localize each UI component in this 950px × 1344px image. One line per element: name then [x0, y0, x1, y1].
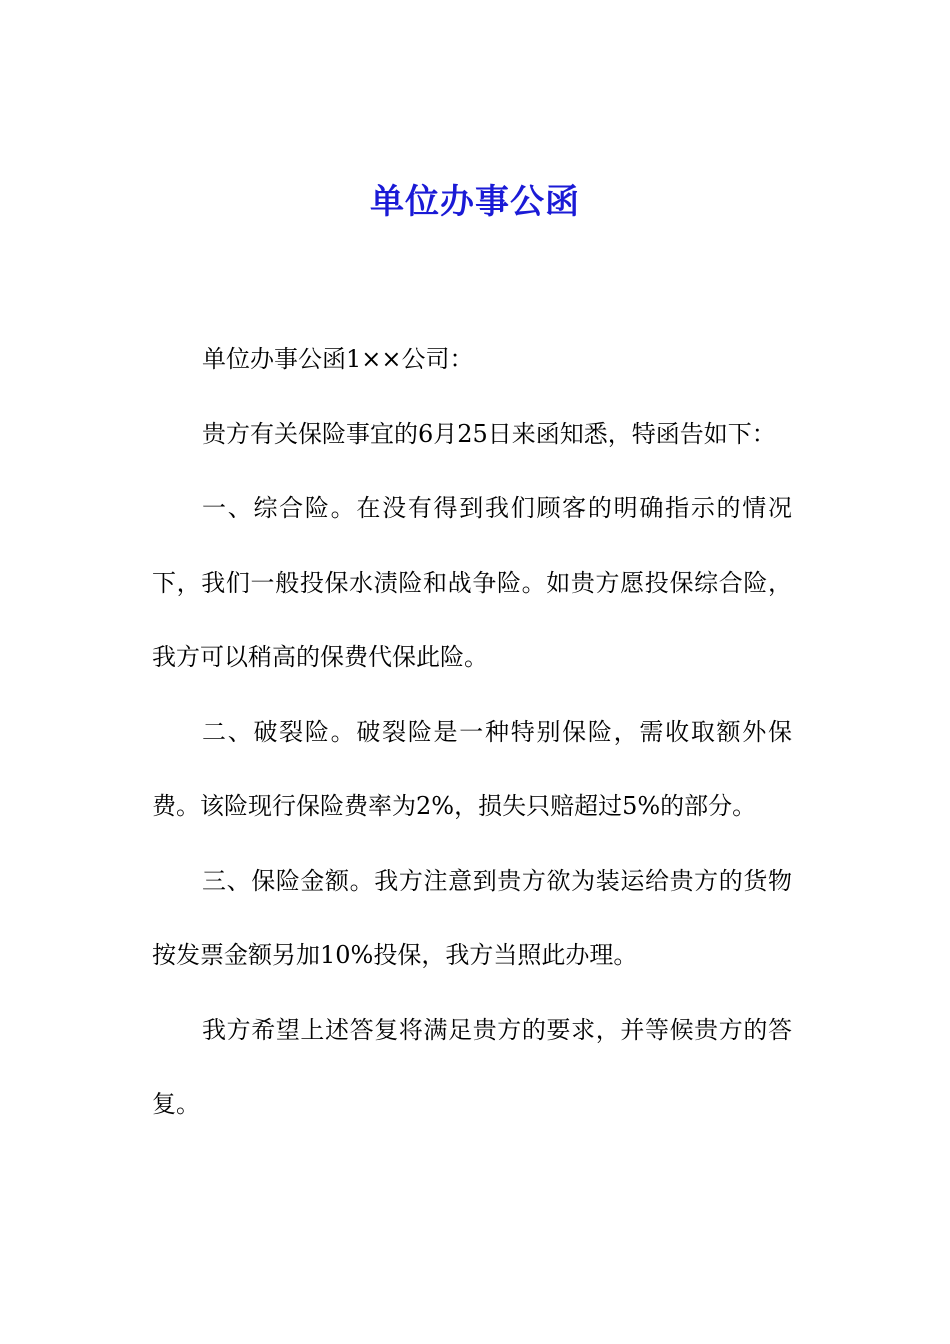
breakage-insurance-paragraph: 二、破裂险。破裂险是一种特别保险，需收取额外保费。该险现行保险费率为2%，损失只赔超过5%的部分。	[152, 717, 792, 820]
comprehensive-insurance-paragraph: 一、综合险。在没有得到我们顾客的明确指示的情况下，我们一般投保水渍险和战争险。如贵方愿投保综合险，我方可以稍高的保费代保此险。	[152, 494, 792, 671]
letter-body	[152, 322, 792, 1142]
document-title: 单位办事公函	[370, 182, 580, 222]
insured-amount-paragraph: 三、保险金额。我方注意到贵方欲为装运给贵方的货物按发票金额另加10%投保，我方当照此办理。	[152, 866, 792, 969]
salutation-paragraph: 单位办事公函1××公司：	[202, 345, 474, 373]
intro-paragraph: 贵方有关保险事宜的6月25日来函知悉，特函告如下：	[202, 419, 776, 448]
closing-paragraph: 我方希望上述答复将满足贵方的要求，并等候贵方的答复。	[152, 1015, 792, 1118]
